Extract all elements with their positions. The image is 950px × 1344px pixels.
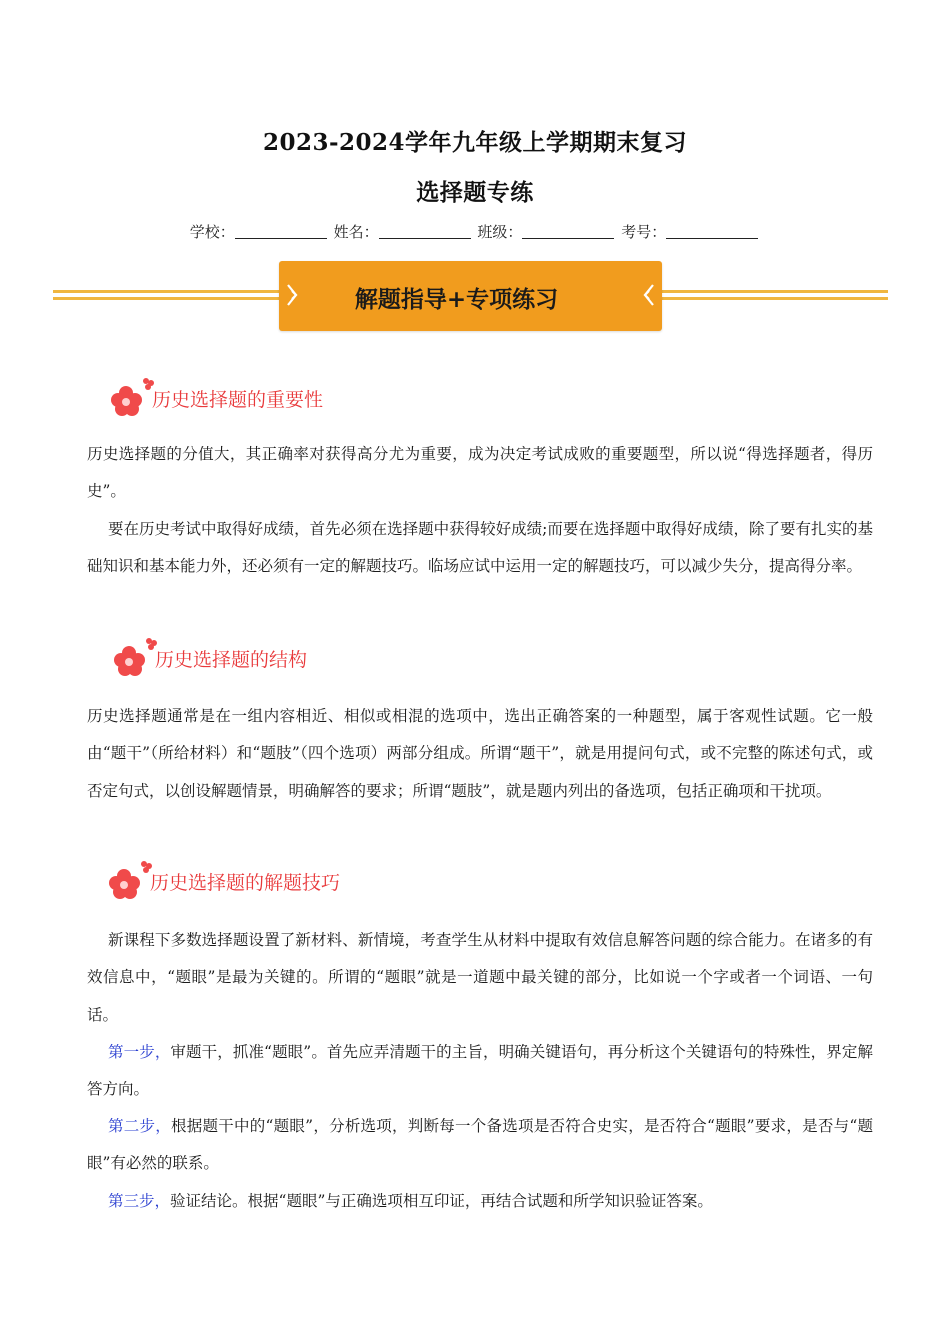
step-label: 第二步， xyxy=(108,1117,171,1135)
section-heading-text: 历史选择题的重要性 xyxy=(152,389,324,411)
school-label: 学校： xyxy=(189,223,235,241)
section-heading-structure xyxy=(111,636,411,680)
class-label: 班级： xyxy=(477,223,523,241)
section-heading-techniques xyxy=(106,859,426,903)
exam-number-blank xyxy=(666,224,758,239)
arrow-left-icon xyxy=(640,283,656,307)
student-info-line xyxy=(0,221,950,242)
section-heading-text: 历史选择题的结构 xyxy=(155,649,308,671)
step-text: 验证结论。根据“题眼”与正确选项相互印证，再结合试题和所学知识验证答案。 xyxy=(170,1192,713,1210)
paragraph: 新课程下多数选择题设置了新材料、新情境，考查学生从材料中提取有效信息解答问题的综合能力。在诸多的有效信息中，“题眼”是最为关键的。所谓的“题眼”就是一道题中最关键的部分，比如说一个字或者一个词语、一句话。 xyxy=(87,931,873,1024)
section-heading-text: 历史选择题的解题技巧 xyxy=(150,872,341,894)
paragraph: 要在历史考试中取得好成绩，首先必须在选择题中获得较好成绩;而要在选择题中取得好成绩，除了要有扎实的基础知识和基本能力外，还必须有一定的解题技巧。临场应试中运用一定的解题技巧，可以减少失分，提高得分率。 xyxy=(87,520,873,576)
step-paragraph xyxy=(87,1108,873,1183)
step-paragraph xyxy=(87,1183,873,1220)
document-title: 2023-2024学年九年级上学期期末复习 xyxy=(262,129,688,156)
section-heading-importance xyxy=(108,376,408,420)
exam-number-label: 考号： xyxy=(621,223,667,241)
class-blank xyxy=(522,224,614,239)
banner-title: 解题指导+专项练习 xyxy=(354,286,559,313)
step-paragraph xyxy=(87,1034,873,1109)
step-text: 审题干，抓准“题眼”。首先应弄清题干的主旨，明确关键语句，再分析这个关键语句的特殊性，界定解答方向。 xyxy=(87,1043,873,1099)
document-subtitle: 选择题专练 xyxy=(416,179,534,206)
section-banner xyxy=(279,261,662,331)
name-label: 姓名： xyxy=(333,223,379,241)
school-blank xyxy=(235,224,327,239)
step-label: 第三步， xyxy=(108,1192,171,1210)
step-text: 根据题干中的“题眼”，分析选项，判断每一个备选项是否符合史实，是否符合“题眼”要求，是否与“题眼”有必然的联系。 xyxy=(87,1117,873,1173)
paragraph: 历史选择题的分值大，其正确率对获得高分尤为重要，成为决定考试成败的重要题型，所以说“得选择题者，得历史”。 xyxy=(87,445,873,501)
step-label: 第一步， xyxy=(108,1043,171,1061)
paragraph: 历史选择题通常是在一组内容相近、相似或相混的选项中，选出正确答案的一种题型，属于客观性试题。它一般由“题干”（所给材料）和“题肢”（四个选项）两部分组成。所谓“题干”，就是用提问句式，或不完整的陈述句式，或否定句式，以创设解题情景，明确解答的要求；所谓“题肢”，就是题内列出的备选项，包括正确项和干扰项。 xyxy=(87,707,873,800)
name-blank xyxy=(379,224,471,239)
